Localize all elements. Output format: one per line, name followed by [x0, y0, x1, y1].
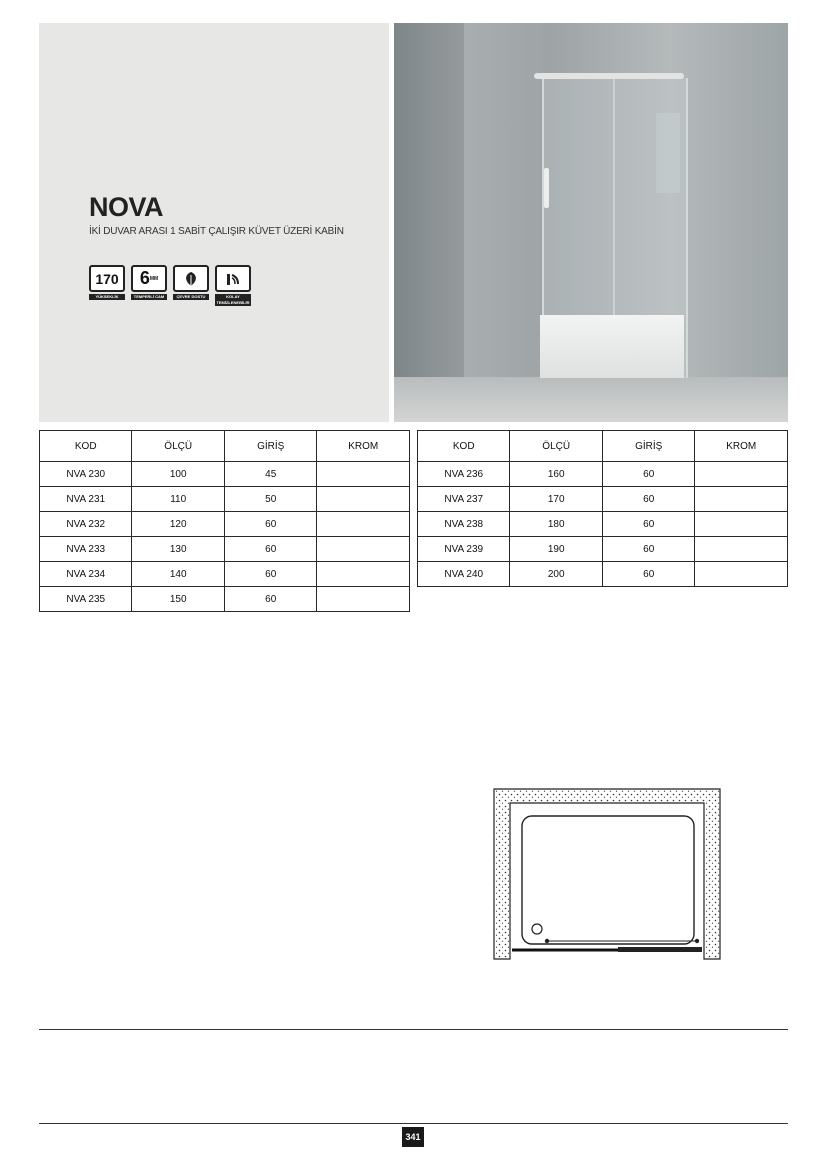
table-cell: [317, 587, 410, 612]
table-cell: NVA 237: [418, 487, 510, 512]
table-row: [40, 462, 410, 487]
table-cell: 160: [510, 462, 603, 487]
table-cell: [317, 562, 410, 587]
table-row: [418, 537, 788, 562]
product-subtitle: İKİ DUVAR ARASI 1 SABİT ÇALIŞIR KÜVET ÜZERİ KABİN: [89, 226, 344, 237]
table-cell: NVA 238: [418, 512, 510, 537]
table-cell: 180: [510, 512, 603, 537]
table-cell: [695, 512, 788, 537]
badge-glass: 6 MM TEMPERLİ CAM: [131, 265, 167, 306]
table-cell: NVA 232: [40, 512, 132, 537]
table-cell: 170: [510, 487, 603, 512]
column-header: ÖLÇÜ: [510, 431, 603, 462]
column-header: ÖLÇÜ: [132, 431, 225, 462]
column-header: KOD: [40, 431, 132, 462]
table-cell: [317, 487, 410, 512]
column-header: KROM: [317, 431, 410, 462]
table-header-row: [418, 431, 788, 462]
table-row: [40, 537, 410, 562]
badge-height: 170 YÜKSEKLİK: [89, 265, 125, 306]
product-photo: [394, 23, 788, 422]
feature-badges: [89, 265, 251, 306]
table-cell: [317, 512, 410, 537]
table-row: [418, 462, 788, 487]
table-cell: [317, 462, 410, 487]
table-row: [40, 562, 410, 587]
table-cell: 60: [602, 512, 695, 537]
table-cell: 150: [132, 587, 225, 612]
badge-clean: KOLAY TEMİZLENEBİLİR: [215, 265, 251, 306]
table-cell: 200: [510, 562, 603, 587]
column-header: KROM: [695, 431, 788, 462]
table-row: [418, 512, 788, 537]
height-icon: 170: [89, 265, 125, 292]
table-cell: NVA 233: [40, 537, 132, 562]
table-cell: NVA 236: [418, 462, 510, 487]
table-cell: 60: [224, 537, 317, 562]
table-cell: 140: [132, 562, 225, 587]
table-cell: 110: [132, 487, 225, 512]
table-cell: 60: [602, 487, 695, 512]
column-header: GİRİŞ: [602, 431, 695, 462]
glass-thickness-icon: 6 MM: [131, 265, 167, 292]
table-cell: 60: [224, 562, 317, 587]
table-row: [40, 587, 410, 612]
page-number: 341: [402, 1127, 424, 1147]
product-title: NOVA: [89, 192, 164, 222]
table-row: [40, 487, 410, 512]
divider: [39, 1123, 788, 1124]
spec-table-left: [39, 430, 410, 612]
column-header: KOD: [418, 431, 510, 462]
table-row: [418, 562, 788, 587]
table-cell: 60: [224, 587, 317, 612]
column-header: GİRİŞ: [224, 431, 317, 462]
table-cell: 100: [132, 462, 225, 487]
table-row: [40, 512, 410, 537]
table-row: [418, 487, 788, 512]
table-cell: 60: [224, 512, 317, 537]
table-cell: NVA 230: [40, 462, 132, 487]
table-cell: 130: [132, 537, 225, 562]
table-cell: [695, 462, 788, 487]
table-cell: 45: [224, 462, 317, 487]
eco-leaf-icon: [173, 265, 209, 292]
table-cell: [695, 562, 788, 587]
table-cell: NVA 239: [418, 537, 510, 562]
table-cell: 60: [602, 562, 695, 587]
table-cell: 120: [132, 512, 225, 537]
table-cell: NVA 240: [418, 562, 510, 587]
divider: [39, 1029, 788, 1030]
table-cell: [317, 537, 410, 562]
installation-plan-diagram: [492, 787, 722, 963]
table-cell: 50: [224, 487, 317, 512]
table-cell: [695, 487, 788, 512]
badge-eco: ÇEVRE DOSTU: [173, 265, 209, 306]
table-cell: 190: [510, 537, 603, 562]
table-cell: [695, 537, 788, 562]
table-cell: NVA 235: [40, 587, 132, 612]
table-header-row: [40, 431, 410, 462]
table-cell: NVA 231: [40, 487, 132, 512]
easy-clean-icon: [215, 265, 251, 292]
spec-table-right: [417, 430, 788, 587]
table-cell: NVA 234: [40, 562, 132, 587]
table-cell: 60: [602, 462, 695, 487]
table-cell: 60: [602, 537, 695, 562]
